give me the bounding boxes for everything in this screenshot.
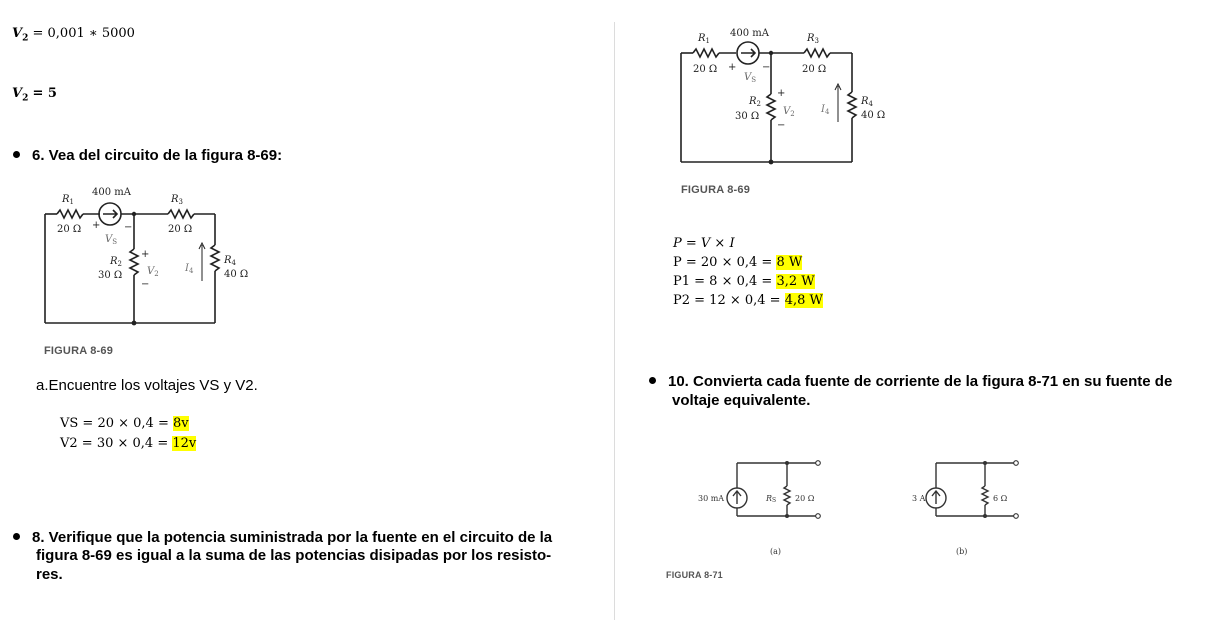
p-equation: P = 20 × 0,4 = 8 W bbox=[673, 255, 803, 270]
minus-sign: − bbox=[141, 279, 150, 290]
question-10-line2: voltaje equivalente. bbox=[672, 392, 811, 409]
r2-value: 30 Ω bbox=[98, 270, 123, 281]
r4-label: $R_4$ bbox=[861, 96, 873, 108]
a-caption: (a) bbox=[770, 547, 782, 556]
a-resistor-value: 20 Ω bbox=[795, 494, 815, 503]
bullet-icon bbox=[649, 377, 656, 384]
figure-label-right: FIGURA 8-69 bbox=[681, 184, 751, 196]
p1-equation: P1 = 8 × 0,4 = 3,2 W bbox=[673, 274, 815, 289]
vs-label: $V_S$ bbox=[744, 72, 757, 84]
r2-value: 30 Ω bbox=[735, 111, 760, 122]
p-answer: 8 W bbox=[776, 255, 803, 270]
r2-label: $R_2$ bbox=[110, 256, 122, 268]
b-resistor-value: 6 Ω bbox=[993, 494, 1008, 503]
bullet-icon bbox=[13, 151, 20, 158]
p1-answer: 3,2 W bbox=[776, 274, 815, 289]
current-label: 400 mA bbox=[92, 187, 131, 198]
r3-value: 20 Ω bbox=[802, 64, 827, 75]
question-10: 10. Convierta cada fuente de corriente de la figura 8-71 en su fuente de bbox=[649, 373, 1172, 390]
question-8: 8. Verifique que la potencia suministrada por la fuente en el circuito de la bbox=[13, 529, 552, 546]
v2-equation: V2 = 30 × 0,4 = 12v bbox=[60, 436, 197, 451]
minus-sign: − bbox=[124, 222, 133, 233]
r1-value: 20 Ω bbox=[57, 224, 82, 235]
r1-label: $R_1$ bbox=[698, 33, 710, 45]
question-8-line3: res. bbox=[36, 566, 63, 583]
plus-sign: + bbox=[92, 220, 101, 231]
plus-sign: + bbox=[777, 88, 786, 99]
vs-answer: 8v bbox=[172, 416, 189, 431]
r1-label: $R_1$ bbox=[62, 194, 74, 206]
r1-value: 20 Ω bbox=[693, 64, 718, 75]
minus-sign: − bbox=[777, 120, 786, 131]
p2-equation: P2 = 12 × 0,4 = 4,8 W bbox=[673, 293, 823, 308]
bullet-icon bbox=[13, 533, 20, 540]
question-8-line2: figura 8-69 es igual a la suma de las potencias disipadas por los resisto- bbox=[36, 547, 552, 564]
vs-equation: VS = 20 × 0,4 = 8v bbox=[60, 416, 189, 431]
equation-v2-result: $V_2 = 5$ bbox=[12, 86, 57, 104]
circuit-diagram-8-69-right bbox=[676, 22, 896, 172]
a-current-label: 30 mA bbox=[698, 494, 725, 503]
figure-label-8-71: FIGURA 8-71 bbox=[666, 570, 723, 580]
b-current-label: 3 A bbox=[912, 494, 926, 503]
question-6: 6. Vea del circuito de la figura 8-69: bbox=[13, 147, 282, 164]
r4-value: 40 Ω bbox=[861, 110, 886, 121]
current-label: 400 mA bbox=[730, 28, 769, 39]
column-divider bbox=[614, 22, 615, 620]
r4-label: $R_4$ bbox=[224, 255, 236, 267]
i4-label: $I_4$ bbox=[185, 263, 194, 275]
r3-label: $R_3$ bbox=[171, 194, 183, 206]
v2-label: $V_2$ bbox=[783, 106, 795, 118]
p2-answer: 4,8 W bbox=[784, 293, 823, 308]
i4-label: $I_4$ bbox=[821, 104, 830, 116]
figure-label: FIGURA 8-69 bbox=[44, 345, 114, 357]
plus-sign: + bbox=[728, 62, 737, 73]
circuit-diagram-8-69 bbox=[40, 183, 260, 333]
equation-v2-calc: $V_2 = 0,001$ ∗ 5000 bbox=[12, 26, 135, 44]
question-a: a.Encuentre los voltajes VS y V2. bbox=[36, 377, 258, 394]
a-resistor-label: RS bbox=[766, 494, 777, 504]
v2-answer: 12v bbox=[172, 436, 197, 451]
vs-label: $V_S$ bbox=[105, 234, 118, 246]
v2-label: $V_2$ bbox=[147, 266, 159, 278]
b-caption: (b) bbox=[956, 547, 968, 556]
power-formula: P = V × I bbox=[673, 236, 735, 251]
r4-value: 40 Ω bbox=[224, 269, 249, 280]
r3-label: $R_3$ bbox=[807, 33, 819, 45]
circuit-diagram-8-71 bbox=[690, 452, 1030, 564]
minus-sign: − bbox=[762, 62, 771, 73]
r2-label: $R_2$ bbox=[749, 96, 761, 108]
plus-sign: + bbox=[141, 249, 150, 260]
r3-value: 20 Ω bbox=[168, 224, 193, 235]
